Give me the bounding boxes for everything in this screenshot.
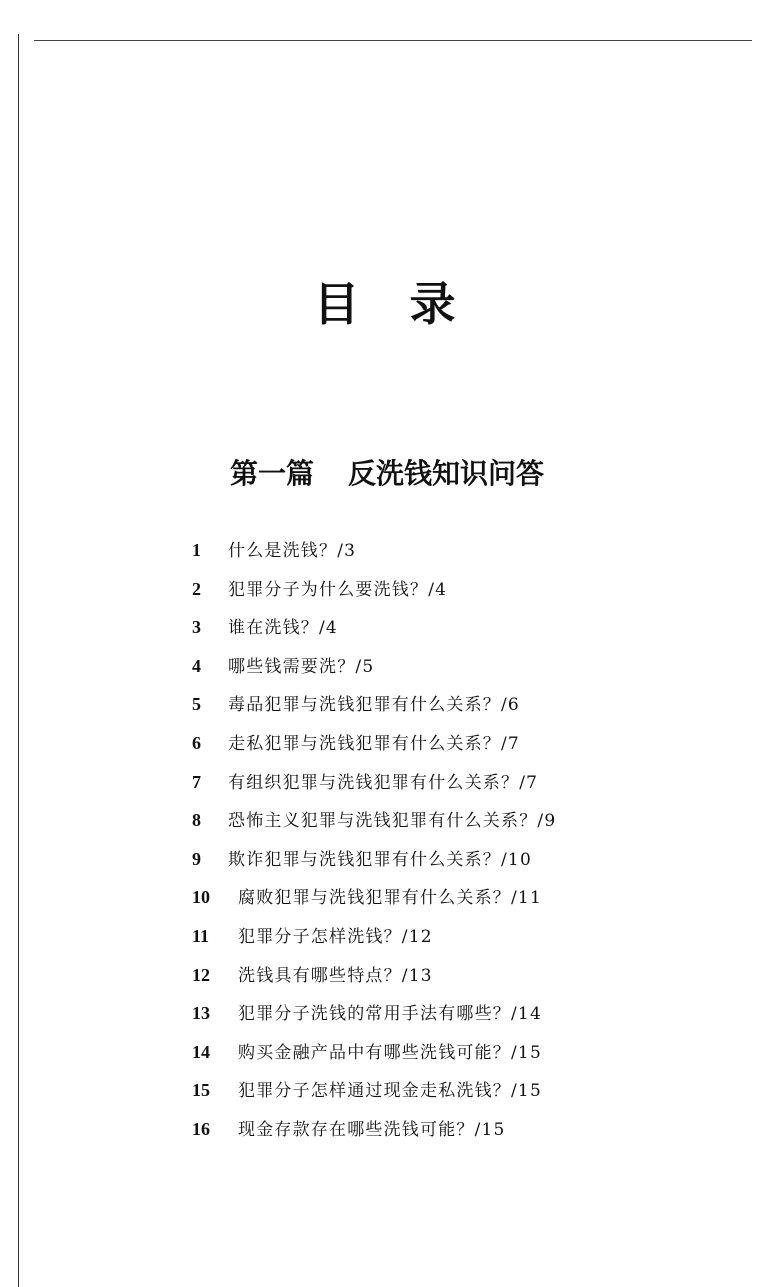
toc-entry-text: 哪些钱需要洗？/5 (228, 656, 375, 677)
toc-entry-text: 谁在洗钱？/4 (228, 618, 338, 639)
toc-entry[interactable] (192, 960, 732, 999)
toc-entry-text: 有组织犯罪与洗钱犯罪有什么关系？/7 (228, 772, 539, 793)
toc-entry-number: 13 (192, 1003, 210, 1024)
toc-entry-text: 腐败犯罪与洗钱犯罪有什么关系？/11 (238, 888, 542, 909)
part-heading (230, 452, 544, 492)
toc-entry[interactable] (192, 612, 732, 651)
toc-entry-text: 欺诈犯罪与洗钱犯罪有什么关系？/10 (228, 849, 532, 870)
toc-entry-number: 14 (192, 1041, 210, 1062)
toc-entry-number: 3 (192, 617, 201, 638)
toc-entry[interactable] (192, 1037, 732, 1076)
toc-entry[interactable] (192, 535, 732, 574)
toc-entry-text: 毒品犯罪与洗钱犯罪有什么关系？/6 (228, 695, 520, 716)
toc-entry[interactable] (192, 728, 732, 767)
toc-entry[interactable] (192, 1075, 732, 1114)
toc-entry-text: 恐怖主义犯罪与洗钱犯罪有什么关系？/9 (228, 811, 557, 832)
toc-entry-number: 12 (192, 964, 210, 985)
toc-entry[interactable] (192, 574, 732, 613)
toc-entry-number: 1 (192, 540, 201, 560)
part-name: 反洗钱知识问答 (348, 457, 545, 490)
toc-entry-text: 犯罪分子怎样通过现金走私洗钱？/15 (238, 1081, 542, 1102)
header-rule (34, 40, 752, 41)
toc-entry-text: 购买金融产品中有哪些洗钱可能？/15 (238, 1042, 542, 1063)
toc-entry-number: 6 (192, 732, 201, 753)
toc-entry-number: 2 (192, 578, 201, 599)
toc-entry-number: 7 (192, 771, 201, 792)
toc-entry-text: 洗钱具有哪些特点？/13 (238, 965, 433, 986)
toc-entry-text: 犯罪分子洗钱的常用手法有哪些？/14 (238, 1004, 542, 1025)
toc-entry[interactable] (192, 767, 732, 806)
part-label: 第一篇 (230, 457, 315, 490)
toc-entry-text: 什么是洗钱？/3 (228, 541, 357, 561)
toc-entry-number: 9 (192, 848, 201, 869)
toc-entry[interactable] (192, 844, 732, 883)
toc-entry[interactable] (192, 998, 732, 1037)
toc-entry[interactable] (192, 689, 732, 728)
toc-entry-text: 走私犯罪与洗钱犯罪有什么关系？/7 (228, 733, 520, 754)
toc-entry-text: 犯罪分子为什么要洗钱？/4 (228, 579, 448, 600)
toc-entry-number: 10 (192, 887, 210, 908)
left-margin-rule (18, 34, 19, 1287)
toc-entry-number: 4 (192, 655, 201, 676)
toc-entry[interactable] (192, 651, 732, 690)
toc-entry-text: 犯罪分子怎样洗钱？/12 (238, 926, 433, 947)
table-of-contents (192, 535, 732, 1153)
toc-entry-number: 11 (192, 925, 210, 946)
toc-entry-number: 16 (192, 1118, 210, 1139)
toc-entry[interactable] (192, 882, 732, 921)
toc-entry[interactable] (192, 1114, 732, 1153)
toc-entry-number: 8 (192, 810, 201, 831)
toc-entry-text: 现金存款存在哪些洗钱可能？/15 (238, 1119, 506, 1140)
toc-entry-number: 15 (192, 1080, 210, 1101)
toc-entry[interactable] (192, 805, 732, 844)
toc-entry[interactable] (192, 921, 732, 960)
page-title: 目录 (313, 277, 506, 331)
toc-entry-number: 5 (192, 694, 201, 715)
